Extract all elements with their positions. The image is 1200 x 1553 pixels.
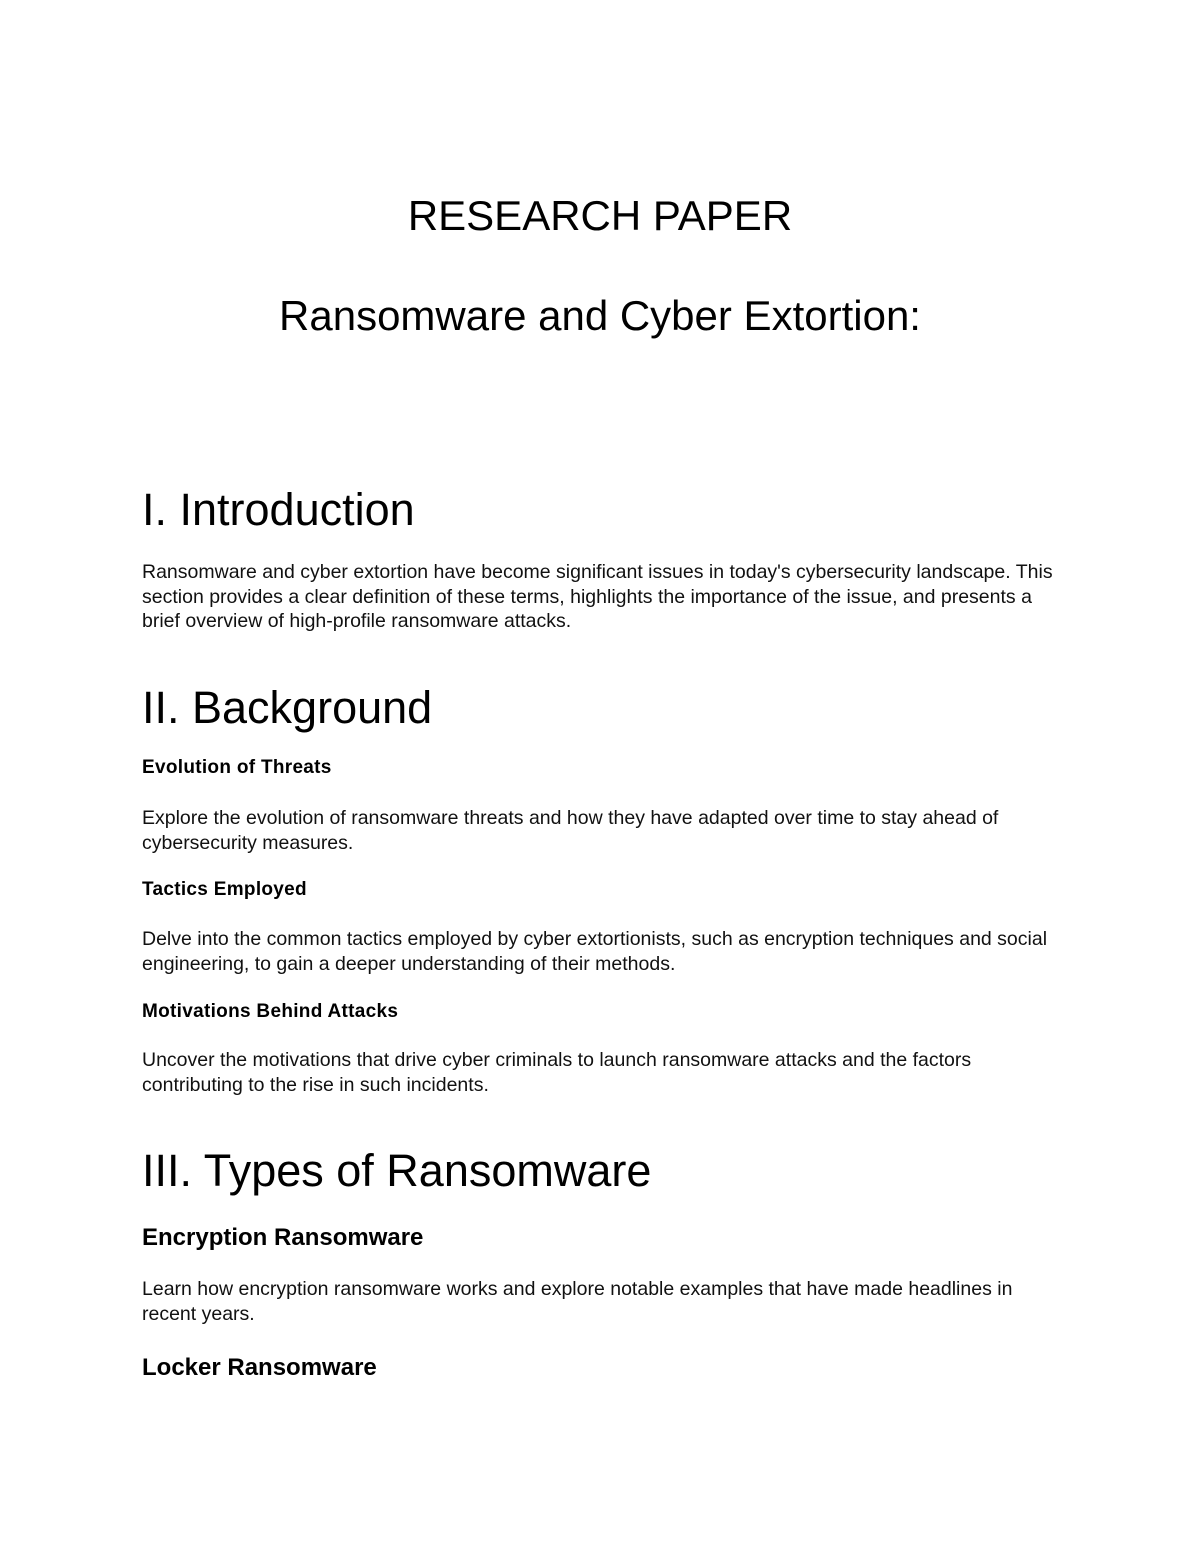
- encryption-ransomware-paragraph: Learn how encryption ransomware works and explore notable examples that have made headlines in recent years.: [142, 1278, 1013, 1325]
- subheading-tactics-employed: Tactics Employed: [142, 879, 307, 900]
- section-heading-background: II. Background: [142, 682, 433, 733]
- subheading-locker-ransomware: Locker Ransomware: [142, 1354, 377, 1381]
- section-heading-types-of-ransomware: III. Types of Ransomware: [142, 1145, 652, 1196]
- section-heading-introduction: I. Introduction: [142, 484, 415, 535]
- document-title: RESEARCH PAPER: [407, 192, 793, 239]
- tactics-employed-paragraph: Delve into the common tactics employed by cyber extortionists, such as encryption techniques and social engineering, to gain a deeper understanding of their methods.: [142, 928, 1048, 975]
- subheading-evolution-of-threats: Evolution of Threats: [142, 757, 332, 778]
- evolution-of-threats-paragraph: Explore the evolution of ransomware threats and how they have adapted over time to stay ahead of cybersecurity measures.: [142, 807, 999, 854]
- subheading-motivations-behind-attacks: Motivations Behind Attacks: [142, 1001, 399, 1022]
- document-subtitle: Ransomware and Cyber Extortion:: [279, 292, 921, 339]
- introduction-paragraph: Ransomware and cyber extortion have become significant issues in today's cybersecurity landscape. This section provides a clear definition of these terms, highlights the importance of the issue, and presents a brief overview of high-profile ransomware attacks.: [142, 561, 1053, 632]
- subheading-encryption-ransomware: Encryption Ransomware: [142, 1224, 424, 1251]
- motivations-behind-attacks-paragraph: Uncover the motivations that drive cyber criminals to launch ransomware attacks and the factors contributing to the rise in such incidents.: [142, 1049, 972, 1096]
